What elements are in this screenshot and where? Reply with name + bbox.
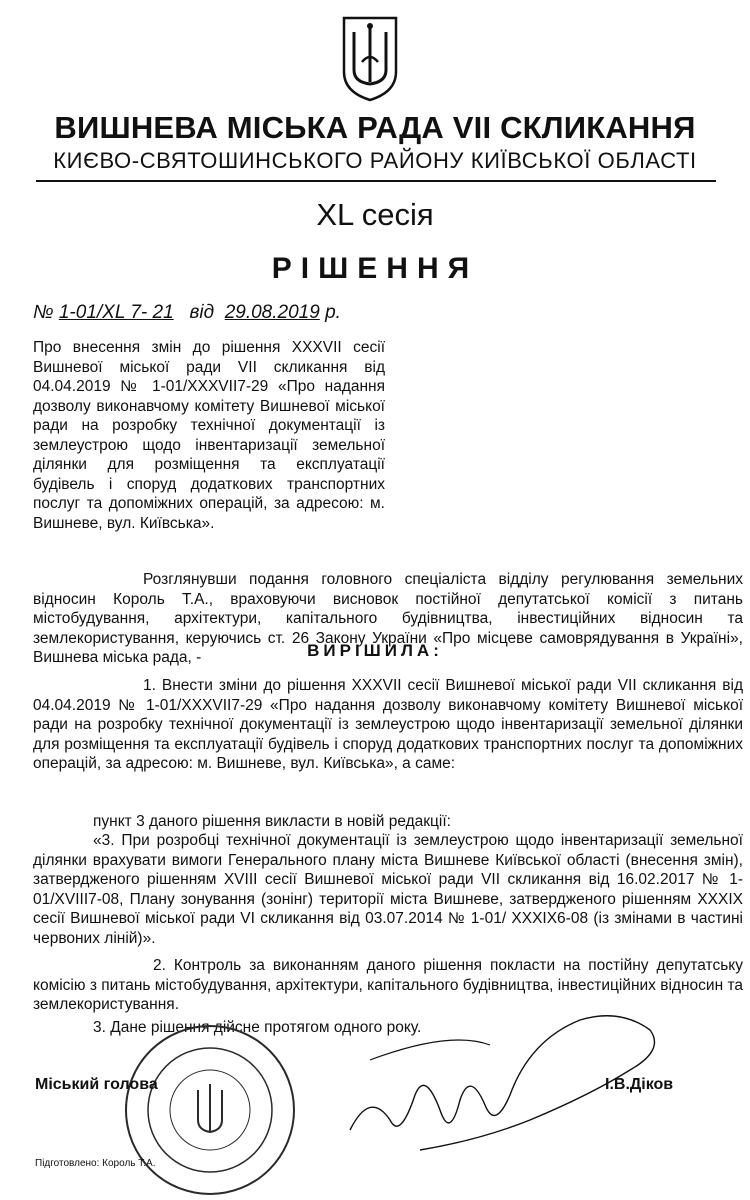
- decision-subject: Про внесення змін до рішення XXXVII сесії Вишневої міської ради VII скликання від 04.04.2019 № 1-01/XXXVII7-29 «Про надання дозволу виконавчому комітету Вишневої міської ради на розробку технічної документації із землеустрою щодо інвентаризації земельної ділянки для розміщення та експлуатації будівель і споруд додаткових транспортних послуг та допоміжних операцій, за адресою: м. Вишневе, вул. Київська».: [33, 339, 385, 532]
- official-stamp-icon: [120, 1020, 300, 1200]
- decision-number-line: [33, 302, 341, 324]
- mayor-name: І.В.Діков: [605, 1076, 674, 1093]
- year-suffix: р.: [325, 302, 341, 323]
- resolved-heading: ВИРІШИЛА:: [307, 641, 443, 660]
- item-1-subpoint: пункт 3 даного рішення викласти в новій редакції:: [93, 813, 451, 830]
- session-title: XL сесія: [316, 197, 434, 232]
- council-title: ВИШНЕВА МІСЬКА РАДА VII СКЛИКАННЯ: [54, 110, 696, 145]
- item-3: 3. Дане рішення дійсне протягом одного року.: [93, 1019, 422, 1036]
- decision-date: 29.08.2019: [224, 302, 320, 323]
- header-divider: [36, 180, 716, 182]
- item-1-quote: «3. При розробці технічної документації із землеустрою щодо інвентаризації земельної ділянки врахувати вимоги Генерального плану міста Вишневе Київської області (внесення змін), затвердженого рішенням XVIII сесії Вишневої міської ради VII скликання від 16.02.2017 № 1-01/XVIII7-08, Плану зонування (зонінг) території міста Вишневе, затвердженого рішенням XXXIX сесії Вишневої міської ради VI скликання від 03.07.2014 № 1-01/ XXXIX6-08 (із змінами в частині червоних ліній)».: [33, 832, 743, 947]
- decision-number: 1-01/XL 7- 21: [58, 302, 174, 323]
- coat-of-arms-trident-icon: [340, 12, 400, 102]
- document-type-title: РІШЕННЯ: [271, 252, 479, 285]
- number-label: №: [33, 302, 54, 323]
- prepared-by: Підготовлено: Король Т.А.: [35, 1158, 156, 1169]
- district-title: КИЄВО-СВЯТОШИНСЬКОГО РАЙОНУ КИЇВСЬКОЇ ОБЛАСТІ: [53, 148, 697, 173]
- item-2: 2. Контроль за виконанням даного рішення покласти на постійну депутатську комісію з питань містобудування, архітектури, капітального будівництва, інвестиційних відносин та землекористування.: [33, 957, 743, 1013]
- date-label: від: [189, 302, 215, 323]
- item-1: 1. Внести зміни до рішення XXXVII сесії Вишневої міської ради VII скликання від 04.04.2019 № 1-01/XXXVII7-29 «Про надання дозволу виконавчому комітету Вишневої міської ради на розробку технічної документації із землеустрою щодо інвентаризації земельної ділянки для розміщення та експлуатації будівель і споруд додаткових транспортних послуг та допоміжних операцій, за адресою: м. Вишневе, вул. Київська», а саме:: [33, 677, 743, 772]
- preamble-paragraph: Розглянувши подання головного спеціаліста відділу регулювання земельних відносин Король Т.А., враховуючи висновок постійної депутатської комісії з питань містобудування, архітектури, капітального будівництва, інвестиційних відносин та землекористування, керуючись ст. 26 Закону України «Про місцеве самоврядування в Україні», Вишнева міська рада, -: [33, 571, 743, 666]
- mayor-position: Міський голова: [35, 1076, 158, 1093]
